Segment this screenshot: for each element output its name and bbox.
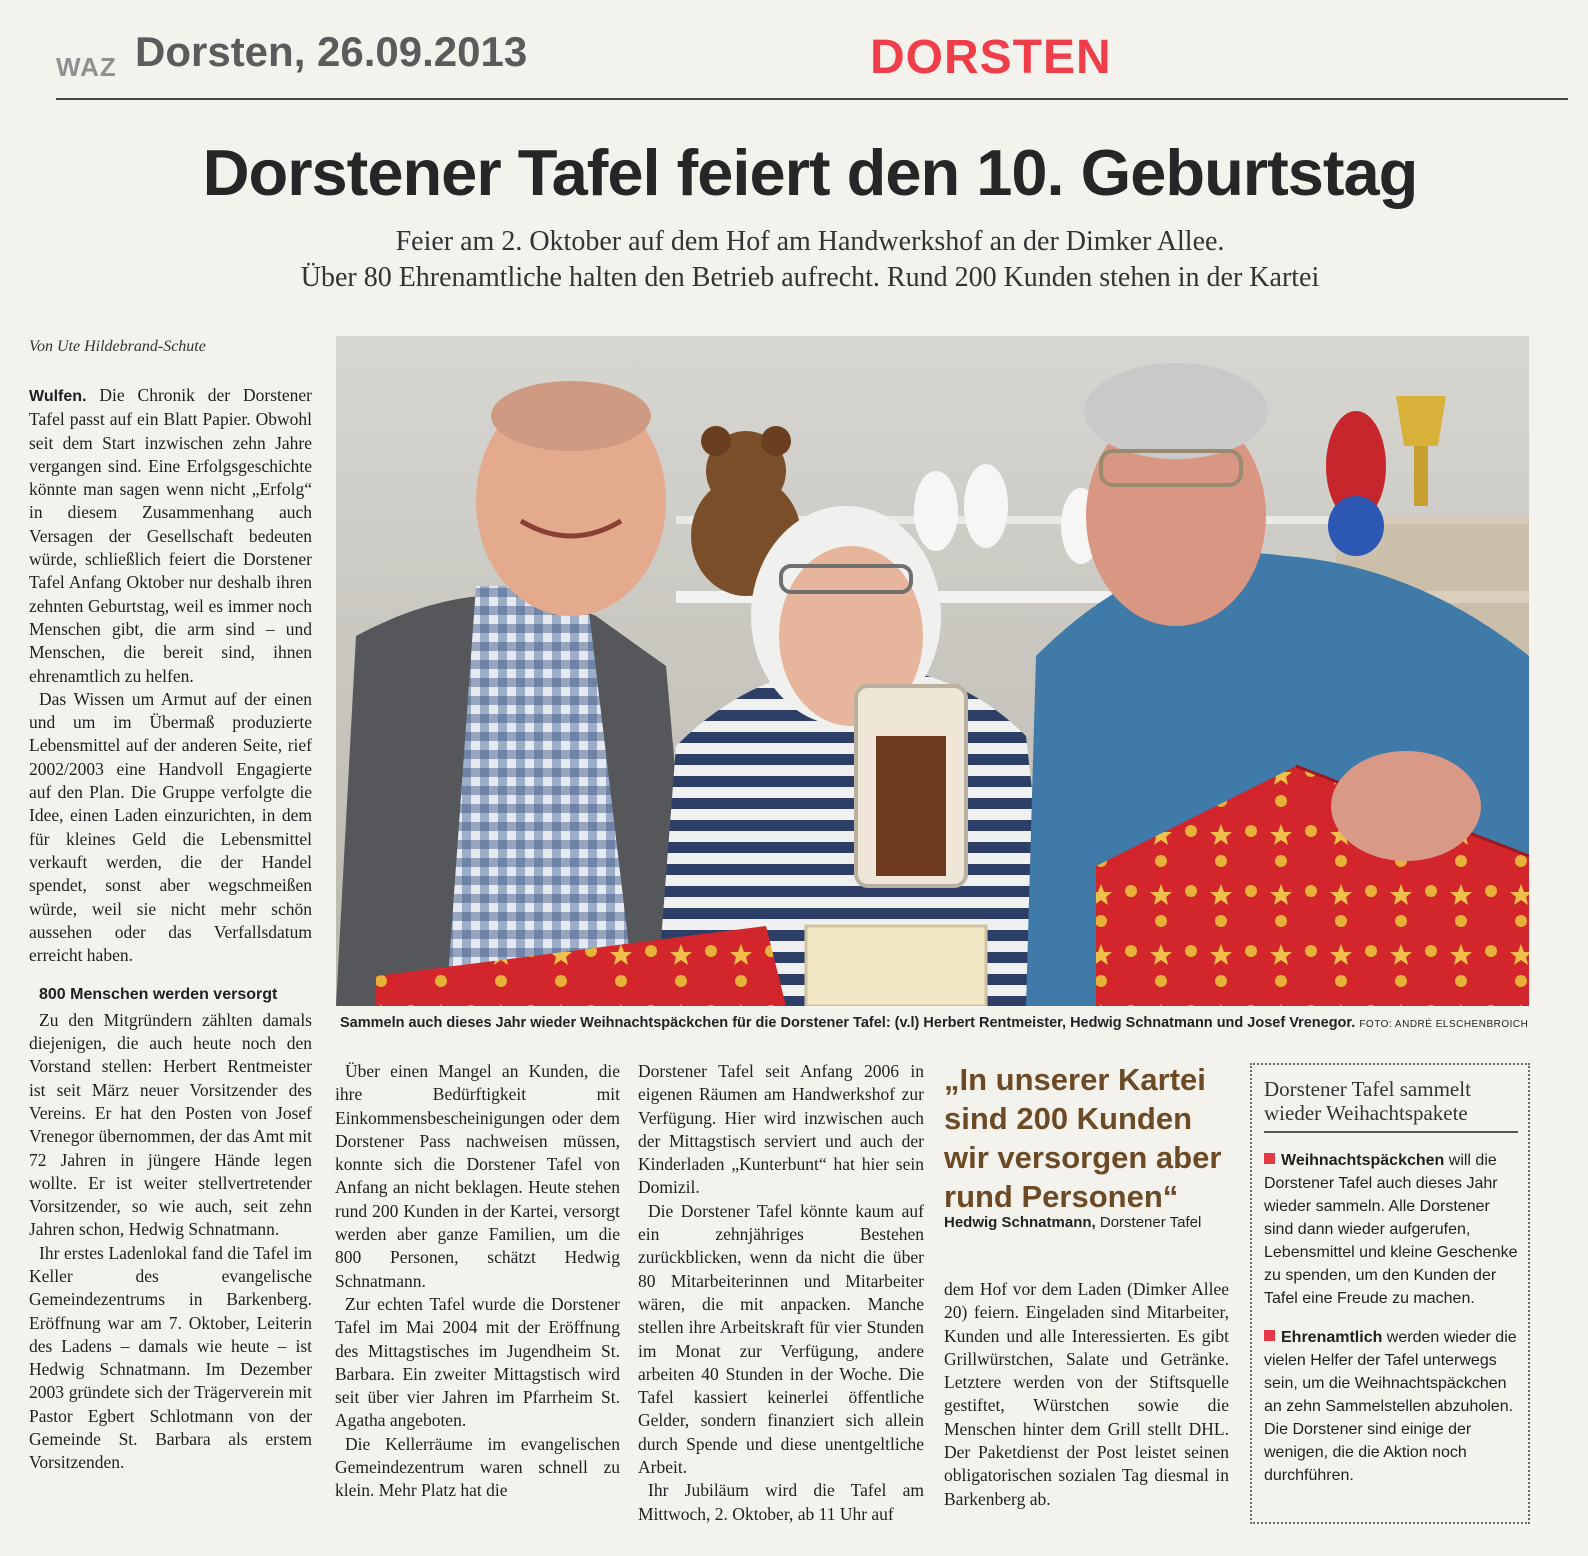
publication-logo: WAZ [56, 52, 117, 82]
header-rule [56, 98, 1568, 100]
subhead-line-2: Über 80 Ehrenamtliche halten den Betrieb aufrecht. Rund 200 Kunden stehen in der Kartei [300, 262, 1320, 293]
info-box-title: Dorstener Tafel sammelt wieder Weihachtspakete [1264, 1077, 1518, 1133]
pull-quote: „In unserer Kartei sind 200 Kunden wir versorgen aber rund Personen“ [944, 1062, 1222, 1214]
photo-credit: FOTO: ANDRÉ ELSCHENBROICH [1359, 1019, 1529, 1030]
paragraph: Zu den Mitgründern zählten damals diejenigen, die auch heute noch den Vorstand stellen: Herbert Rentmeister ist seit März neuer Vorsitzender des Vereins. Er hat den Posten von Josef Vrenegor übernommen, der das Amt mit 72 Jahren in jüngere Hände legen wollte. Er ist weiter stellvertretender Vorsitzender, so wie auch, seit zehn Jahren schon, Hedwig Schnatmann. [29, 1009, 312, 1240]
info-keyword: Weihnachtspäckchen [1281, 1152, 1445, 1169]
info-item [1264, 1326, 1518, 1487]
article-column-3 [638, 1060, 924, 1526]
info-keyword: Ehrenamtlich [1281, 1329, 1383, 1346]
article-column-4 [944, 1278, 1229, 1511]
paragraph: Ihr erstes Ladenlokal fand die Tafel im Keller des evangelische Gemeindezentrums in Barkenberg. Eröffnung war am 7. Oktober, Leiterin des Ladens – damals wie heute – ist Hedwig Schnatmann. Im Dezember 2003 gründete sich der Trägerverein mit Pastor Egbert Schlotmann von der Gemeinde St. Barbara als erstem Vorsitzenden. [29, 1242, 312, 1473]
info-text: werden wieder die vielen Helfer der Tafel unterwegs sein, um die Weihnachtspäckchen an zehn Sammelstellen abzuholen. Die Dorstener sind einige der wenigen, die die Aktion noch durchführen. [1264, 1329, 1517, 1484]
article-column-1 [29, 384, 312, 1475]
info-item [1264, 1149, 1518, 1310]
quote-attribution [944, 1214, 1234, 1231]
article-photo [336, 336, 1529, 1006]
paragraph: dem Hof vor dem Laden (Dimker Allee 20) feiern. Eingeladen sind Mitarbeiter, Kunden und alle Interessierten. Es gibt Grillwürstchen, Salate und Getränke. Letztere werden von der Stiftsquelle gestiftet, Würstchen sowie die Menschen hinter dem Grill stellt DHL. Der Paketdienst der Post leistet seinen obligatorischen sozialen Tag diesmal in Barkenberg ab. [944, 1279, 1229, 1509]
quote-author: Hedwig Schnatmann, [944, 1214, 1096, 1231]
paragraph: Dorstener Tafel seit Anfang 2006 in eigenen Räumen am Handwerkshof zur Verfügung. Hier wird inzwischen auch der Mittagstisch serviert und auch der Kinderladen „Kunterbunt“ hat hier sein Domizil. [638, 1061, 924, 1198]
quote-role: Dorstener Tafel [1095, 1214, 1202, 1231]
bullet-square-icon [1264, 1153, 1275, 1164]
bullet-square-icon [1264, 1330, 1275, 1341]
photo-illustration [336, 336, 1529, 1006]
paragraph: Die Dorstener Tafel könnte kaum auf ein zehnjähriges Bestehen zurückblicken, wenn da nicht die über 80 Mitarbeiterinnen und Mitarbeiter wären, die mit anpacken. Manche stellen ihre Arbeitskraft für vier Stunden im Monat zur Verfügung, andere arbeiten 40 Stunden in der Woche. Die Tafel kassiert keinerlei öffentliche Gelder, sondern finanziert sich allein durch Spende und diese unentgeltliche Arbeit. [638, 1200, 924, 1478]
info-box [1250, 1063, 1530, 1524]
article-subtitle: 800 Menschen werden versorgt [39, 986, 278, 1004]
paragraph-text: Die Chronik der Dorstener Tafel passt auf ein Blatt Papier. Obwohl seit dem Start inzwischen zehn Jahre vergangen sind. Eine Erfolgsgeschichte könnte man sagen wenn nicht „Erfolg“ in diesem Zusammenhang auch Versagen der Gesellschaft bedeuten würde, schließlich feiert die Dorstener Tafel Anfang Oktober nur deshalb ihren zehnten Geburtstag, weil es immer noch Menschen gibt, die arm sind – und Menschen, die bereit sind, ihnen ehrenamtlich zu helfen. [29, 385, 312, 686]
info-text: will die Dorstener Tafel auch dieses Jahr wieder sammeln. Alle Dorstener sind dann wieder aufgerufen, Lebensmittel und kleine Geschenke zu spenden, um den Kunden der Tafel eine Freude zu machen. [1264, 1152, 1518, 1307]
paragraph [29, 384, 312, 688]
byline: Von Ute Hildebrand-Schute [29, 338, 206, 355]
paragraph: Die Kellerräume im evangelischen Gemeindezentrum waren schnell zu klein. Mehr Platz hat die [335, 1433, 620, 1501]
paragraph: Über einen Mangel an Kunden, die ihre Bedürftigkeit mit Einkommensbescheinigungen oder dem Dorstener Pass nachweisen müssen, konnte sich die Dorstener Tafel von Anfang an nicht beklagen. Heute stehen rund 200 Kunden in der Kartei, versorgt werden aber ganze Familien, um die 800 Personen, schätzt Hedwig Schnatmann. [335, 1061, 620, 1291]
paragraph: Das Wissen um Armut auf der einen und um im Übermaß produzierte Lebensmittel auf der anderen Seite, rief 2002/2003 eine Handvoll Engagierte auf den Plan. Die Gruppe verfolgte die Idee, einen Laden einzurichten, in dem für kleines Geld die Lebensmittel verkauft werden, die der Handel spendet, sonst aber wegschmeißen würde, weil sie nicht mehr schön aussehen oder das Verfallsdatum erreicht haben. [29, 688, 312, 966]
headline: Dorstener Tafel feiert den 10. Geburtstag [202, 136, 1418, 209]
paragraph: Zur echten Tafel wurde die Dorstener Tafel im Mai 2004 mit der Eröffnung des Mittagstisches im Jugendheim St. Barbara. Ein zweiter Mittagstisch wird seit über vier Jahren im Pfarrheim St. Agatha angeboten. [335, 1293, 620, 1431]
dateline: Dorsten, 26.09.2013 [135, 28, 528, 75]
subhead-line-1: Feier am 2. Oktober auf dem Hof am Handwerkshof an der Dimker Allee. [395, 226, 1225, 257]
dateline-place: Wulfen. [29, 388, 87, 405]
section-title: DORSTEN [870, 31, 1112, 84]
article-column-2 [335, 1060, 620, 1503]
caption-text: Sammeln auch dieses Jahr wieder Weihnachtspäckchen für die Dorstener Tafel: (v.l) Herbert Rentmeister, Hedwig Schnatmann und Josef Vrenegor. [340, 1015, 1356, 1031]
paragraph: Ihr Jubiläum wird die Tafel am Mittwoch, 2. Oktober, ab 11 Uhr auf [638, 1480, 924, 1524]
photo-caption [340, 1015, 1530, 1031]
